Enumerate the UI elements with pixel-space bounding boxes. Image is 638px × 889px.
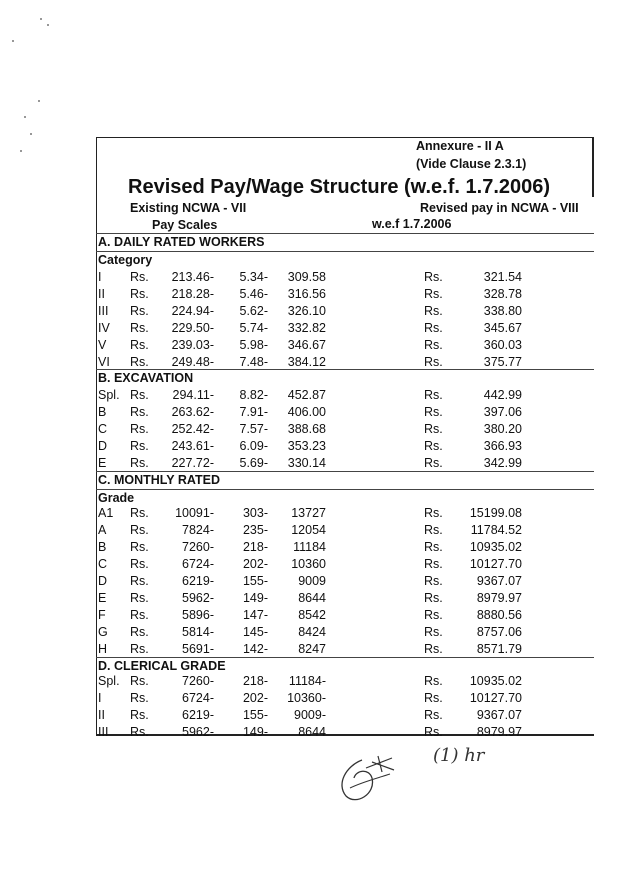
scan-speck [40,18,42,20]
cell-incr: 155- [242,708,268,722]
cell-rs2: Rs. [424,270,443,284]
cell-incr: 149- [242,725,268,739]
divider [96,489,594,490]
cell-cat: II [98,708,105,722]
cell-cat: A [98,523,107,537]
cell-cat: E [98,591,107,605]
cell-rs: Rs. [130,642,149,656]
cell-max: 452.87 [287,388,326,402]
cell-max: 11184 [293,540,326,554]
scan-speck [12,40,14,42]
cell-incr: 5.74- [239,321,268,335]
cell-incr: 5.98- [239,338,268,352]
cell-base: 6724- [182,557,214,571]
cell-revised: 345.67 [483,321,522,335]
cell-revised: 375.77 [483,355,522,369]
cell-base: 239.03- [171,338,214,352]
cell-max: 8644 [298,725,326,739]
cell-cat: I [98,691,102,705]
cell-rs: Rs. [130,625,149,639]
cell-max: 316.56 [287,287,326,301]
cell-rs2: Rs. [424,388,443,402]
cell-rs: Rs. [130,405,149,419]
cell-revised: 321.54 [483,270,522,284]
table-row [0,708,638,725]
cell-max: 309.58 [287,270,326,284]
cell-base: 263.62- [171,405,214,419]
cell-cat: C [98,557,108,571]
cell-max: 8644 [298,591,326,605]
cell-rs: Rs. [130,287,149,301]
cell-rs2: Rs. [424,338,443,352]
category-label: Category [98,253,153,267]
cell-base: 5691- [182,642,214,656]
cell-max: 353.23 [287,439,326,453]
wef-label: w.e.f 1.7.2006 [372,217,452,231]
cell-revised: 10127.70 [469,557,522,571]
cell-max: 330.14 [287,456,326,470]
table-row [0,691,638,708]
table-row [0,725,638,742]
scan-speck [20,150,22,152]
cell-cat: III [98,725,109,739]
cell-rs2: Rs. [424,321,443,335]
table-row [0,321,638,338]
table-row [0,591,638,608]
cell-revised: 10127.70 [469,691,522,705]
cell-rs: Rs. [130,304,149,318]
cell-rs2: Rs. [424,439,443,453]
cell-revised: 11784.52 [470,523,522,537]
cell-cat: B [98,405,107,419]
cell-rs: Rs. [130,674,149,688]
cell-rs: Rs. [130,725,149,739]
cell-revised: 328.78 [483,287,522,301]
cell-cat: I [98,270,102,284]
cell-base: 5962- [182,591,214,605]
cell-revised: 8880.56 [476,608,522,622]
divider [96,657,594,658]
cell-max: 384.12 [287,355,326,369]
scan-speck [47,24,49,26]
table-row [0,608,638,625]
cell-base: 5814- [182,625,214,639]
cell-cat: Spl. [98,388,120,402]
table-row [0,557,638,574]
cell-rs2: Rs. [424,708,443,722]
cell-rs2: Rs. [424,523,443,537]
cell-rs2: Rs. [424,725,443,739]
cell-rs2: Rs. [424,355,443,369]
cell-revised: 8979.97 [476,725,522,739]
table-row [0,506,638,523]
cell-rs: Rs. [130,691,149,705]
divider [96,369,594,370]
section-a-heading: A. DAILY RATED WORKERS [98,235,265,249]
cell-incr: 5.34- [239,270,268,284]
cell-max: 8542 [298,608,326,622]
page-title: Revised Pay/Wage Structure (w.e.f. 1.7.2006) [128,176,551,198]
cell-max: 406.00 [287,405,326,419]
table-row [0,304,638,321]
cell-max: 388.68 [287,422,326,436]
cell-rs2: Rs. [424,304,443,318]
cell-rs: Rs. [130,422,149,436]
cell-max: 12054 [291,523,326,537]
cell-rs: Rs. [130,523,149,537]
cell-max: 8424 [298,625,326,639]
cell-base: 224.94- [171,304,214,318]
cell-base: 10091- [175,506,214,520]
cell-rs: Rs. [130,439,149,453]
cell-rs: Rs. [130,591,149,605]
section-c-heading: C. MONTHLY RATED [98,473,220,487]
cell-incr: 5.62- [239,304,268,318]
cell-rs2: Rs. [424,591,443,605]
table-row [0,287,638,304]
table-row [0,338,638,355]
cell-incr: 7.57- [239,422,268,436]
cell-revised: 10935.02 [469,674,522,688]
cell-rs2: Rs. [424,557,443,571]
cell-revised: 338.80 [483,304,522,318]
cell-base: 213.46- [171,270,214,284]
cell-cat: C [98,422,108,436]
cell-revised: 442.99 [483,388,522,402]
cell-max: 326.10 [287,304,326,318]
cell-cat: F [98,608,106,622]
cell-rs: Rs. [130,540,149,554]
cell-base: 7824- [182,523,214,537]
existing-heading: Existing NCWA - VII [130,201,247,215]
cell-revised: 360.03 [483,338,522,352]
cell-rs: Rs. [130,270,149,284]
cell-cat: IV [98,321,110,335]
cell-incr: 7.48- [239,355,268,369]
cell-base: 229.50- [171,321,214,335]
cell-base: 7260- [182,540,214,554]
cell-revised: 397.06 [483,405,522,419]
cell-rs: Rs. [130,574,149,588]
grade-label: Grade [98,491,135,505]
cell-cat: VI [98,355,110,369]
cell-max: 13727 [291,506,326,520]
scan-speck [38,100,40,102]
cell-rs2: Rs. [424,625,443,639]
table-frame-right-edge [592,137,594,197]
table-row [0,388,638,405]
cell-base: 5896- [182,608,214,622]
cell-revised: 366.93 [483,439,522,453]
divider [96,251,594,252]
cell-max: 8247 [298,642,326,656]
cell-incr: 145- [242,625,268,639]
cell-max: 9009- [294,708,326,722]
cell-rs2: Rs. [424,422,443,436]
cell-rs2: Rs. [424,287,443,301]
cell-rs2: Rs. [424,691,443,705]
cell-rs2: Rs. [424,405,443,419]
cell-cat: A1 [98,506,114,520]
scan-speck [24,116,26,118]
cell-revised: 380.20 [483,422,522,436]
cell-revised: 9367.07 [476,708,522,722]
cell-revised: 8979.97 [476,591,522,605]
cell-base: 294.11- [172,388,214,402]
scan-speck [30,133,32,135]
cell-rs: Rs. [130,456,149,470]
cell-rs: Rs. [130,708,149,722]
cell-cat: E [98,456,107,470]
pay-scales-label: Pay Scales [152,218,218,232]
cell-incr: 218- [242,674,268,688]
section-b-heading: B. EXCAVATION [98,371,194,385]
cell-rs2: Rs. [424,574,443,588]
signature-mark [332,748,412,808]
cell-base: 6724- [182,691,214,705]
cell-incr: 6.09- [239,439,268,453]
cell-revised: 8571.79 [476,642,522,656]
cell-rs2: Rs. [424,540,443,554]
cell-max: 9009 [298,574,326,588]
cell-base: 6219- [182,708,214,722]
cell-revised: 9367.07 [476,574,522,588]
cell-max: 10360 [291,557,326,571]
cell-base: 218.28- [171,287,214,301]
cell-base: 249.48- [171,355,214,369]
cell-max: 332.82 [287,321,326,335]
cell-revised: 10935.02 [469,540,522,554]
table-row [0,540,638,557]
cell-incr: 303- [242,506,268,520]
cell-rs: Rs. [130,321,149,335]
cell-revised: 8757.06 [476,625,522,639]
cell-rs2: Rs. [424,674,443,688]
cell-cat: D [98,439,108,453]
cell-cat: D [98,574,108,588]
cell-rs2: Rs. [424,456,443,470]
cell-base: 5962- [182,725,214,739]
cell-max: 346.67 [287,338,326,352]
signature-initials: (1) hr [433,745,485,766]
cell-incr: 235- [242,523,268,537]
cell-incr: 202- [242,557,268,571]
cell-incr: 155- [242,574,268,588]
cell-base: 7260- [182,674,214,688]
table-row [0,625,638,642]
table-row [0,574,638,591]
cell-cat: III [98,304,109,318]
divider [96,471,594,472]
cell-rs2: Rs. [424,642,443,656]
table-row [0,439,638,456]
cell-base: 252.42- [171,422,214,436]
cell-rs: Rs. [130,338,149,352]
cell-rs2: Rs. [424,608,443,622]
cell-base: 6219- [182,574,214,588]
cell-revised: 15199.08 [469,506,522,520]
cell-cat: G [98,625,108,639]
section-d-heading: D. CLERICAL GRADE [98,659,226,673]
table-row [0,422,638,439]
cell-max: 10360- [287,691,326,705]
table-row [0,523,638,540]
revised-heading: Revised pay in NCWA - VIII [420,201,579,215]
cell-rs: Rs. [130,557,149,571]
cell-incr: 5.46- [239,287,268,301]
cell-incr: 202- [242,691,268,705]
cell-cat: B [98,540,107,554]
annexure-label: Annexure - II A [416,139,504,153]
cell-base: 243.61- [171,439,214,453]
cell-cat: V [98,338,107,352]
table-row [0,674,638,691]
cell-incr: 149- [242,591,268,605]
cell-cat: II [98,287,105,301]
cell-base: 227.72- [171,456,214,470]
cell-incr: 147- [242,608,268,622]
cell-max: 11184- [288,674,326,688]
vide-clause-label: (Vide Clause 2.3.1) [416,157,527,171]
table-row [0,270,638,287]
cell-incr: 5.69- [239,456,268,470]
cell-incr: 218- [242,540,268,554]
table-row [0,405,638,422]
divider [96,233,594,234]
cell-revised: 342.99 [483,456,522,470]
cell-cat: H [98,642,108,656]
cell-incr: 7.91- [239,405,268,419]
cell-incr: 142- [242,642,268,656]
cell-rs: Rs. [130,355,149,369]
cell-rs: Rs. [130,608,149,622]
cell-rs: Rs. [130,506,149,520]
cell-rs2: Rs. [424,506,443,520]
cell-incr: 8.82- [239,388,268,402]
cell-rs: Rs. [130,388,149,402]
cell-cat: Spl. [98,674,120,688]
